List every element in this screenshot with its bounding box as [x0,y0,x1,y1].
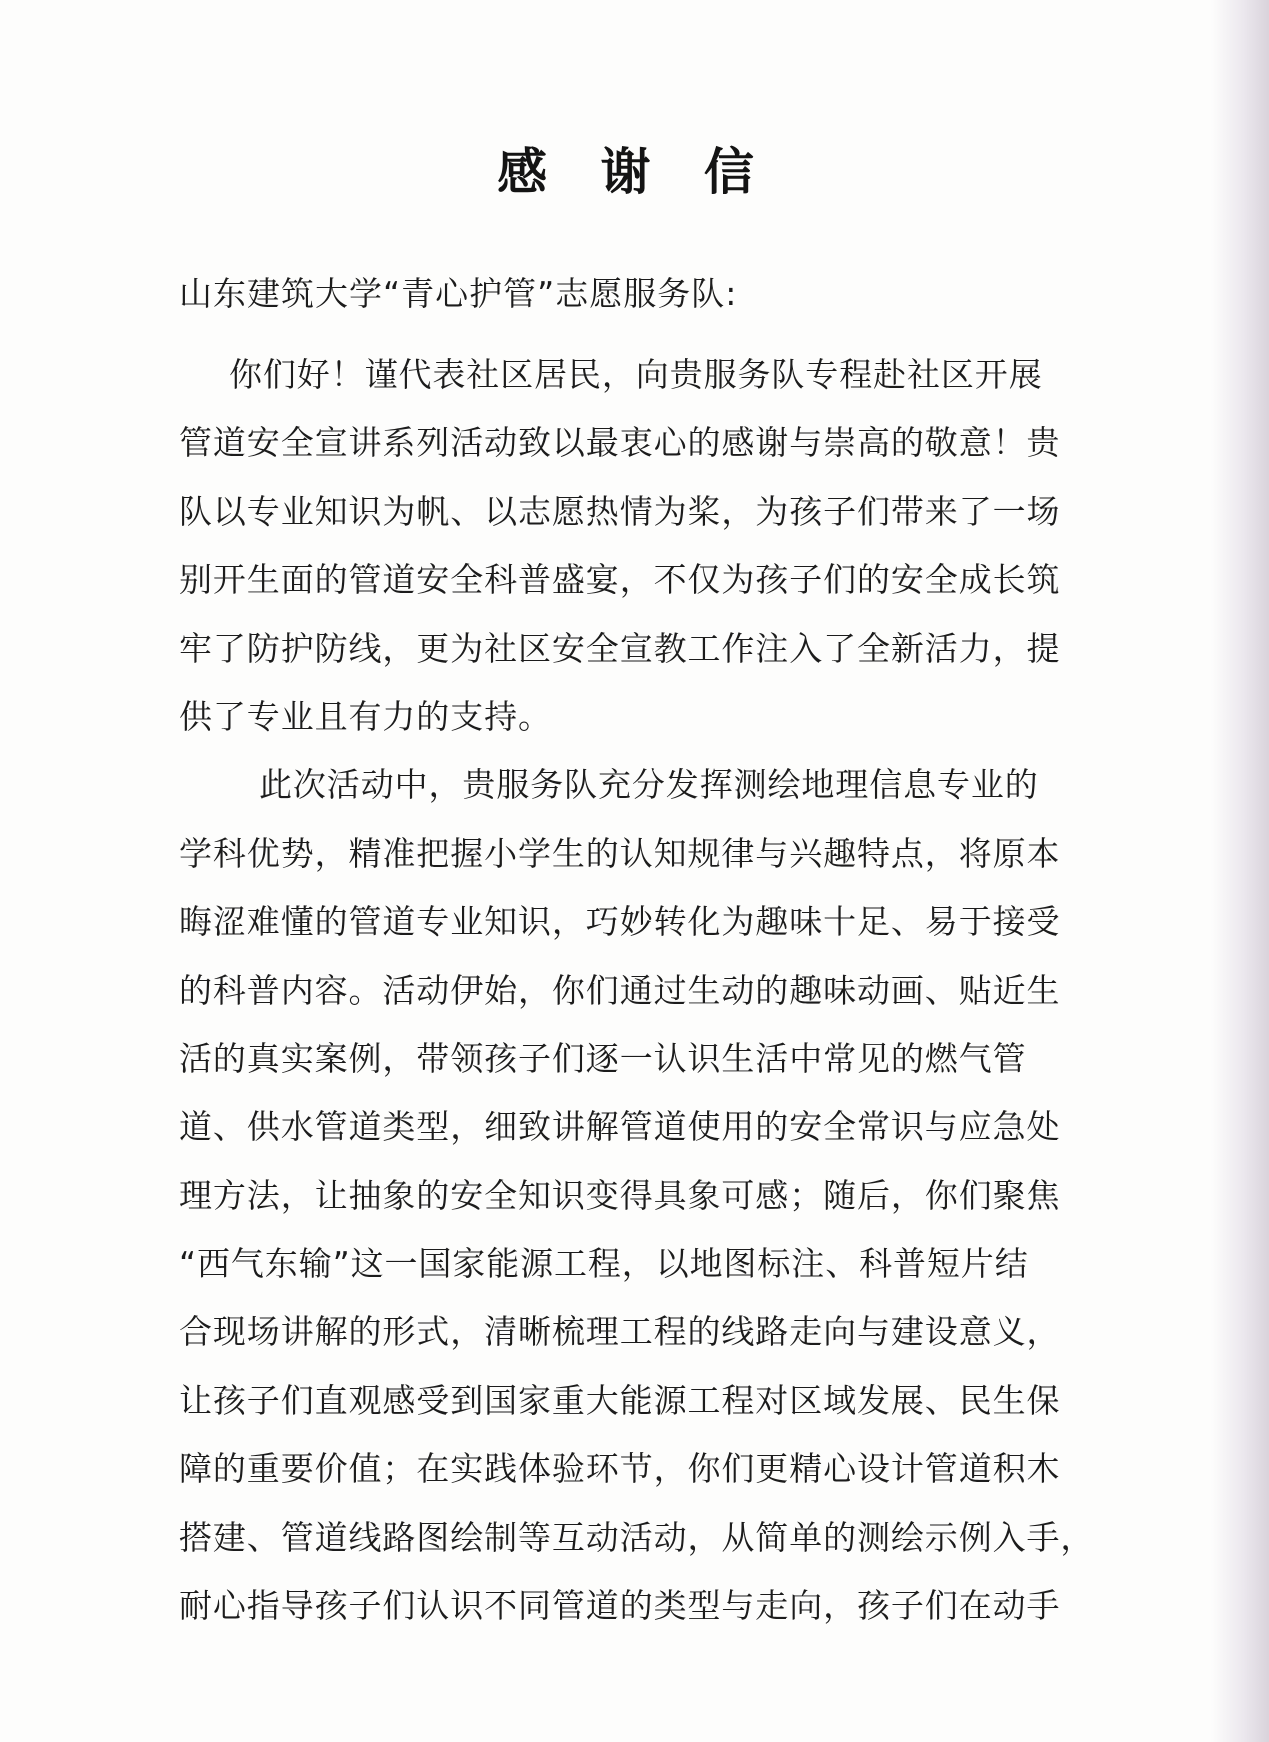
letter-body [179,341,1269,1640]
body-line: 此次活动中，贵服务队充分发挥测绘地理信息专业的 [259,765,1039,805]
body-line: 耐心指导孩子们认识不同管道的类型与走向，孩子们在动手 [179,1586,1061,1626]
body-line: 活的真实案例，带领孩子们逐一认识生活中常见的燃气管 [179,1038,1027,1078]
body-line: 道、供水管道类型，细致讲解管道使用的安全常识与应急处 [179,1107,1061,1147]
body-line: 牢了防护防线，更为社区安全宣教工作注入了全新活力，提 [179,628,1061,668]
body-line: 学科优势，精准把握小学生的认知规律与兴趣特点，将原本 [179,833,1061,873]
body-line: 搭建、管道线路图绘制等互动活动，从简单的测绘示例入手， [179,1517,1095,1557]
body-line: 管道安全宣讲系列活动致以最衷心的感谢与崇高的敬意！贵 [179,423,1061,463]
letter-title: 感 谢 信 [497,142,772,201]
body-line: 让孩子们直观感受到国家重大能源工程对区域发展、民生保 [179,1380,1061,1420]
body-line: 队以专业知识为帆、以志愿热情为桨，为孩子们带来了一场 [179,491,1061,531]
body-line: 理方法，让抽象的安全知识变得具象可感；随后，你们聚焦 [179,1175,1061,1215]
salutation: 山东建筑大学“青心护管”志愿服务队: [179,274,738,313]
body-line: 晦涩难懂的管道专业知识，巧妙转化为趣味十足、易于接受 [179,902,1061,942]
body-line: 的科普内容。活动伊始，你们通过生动的趣味动画、贴近生 [179,970,1061,1010]
body-line: 别开生面的管道安全科普盛宴，不仅为孩子们的安全成长筑 [179,560,1061,600]
body-line: 障的重要价值；在实践体验环节，你们更精心设计管道积木 [179,1449,1061,1489]
body-line: 供了专业且有力的支持。 [179,696,552,736]
body-line: 合现场讲解的形式，清晰梳理工程的线路走向与建设意义， [179,1312,1061,1352]
body-line: “西气东输”这一国家能源工程，以地图标注、科普短片结 [179,1244,1029,1284]
body-line: 你们好！谨代表社区居民，向贵服务队专程赴社区开展 [229,355,1043,394]
